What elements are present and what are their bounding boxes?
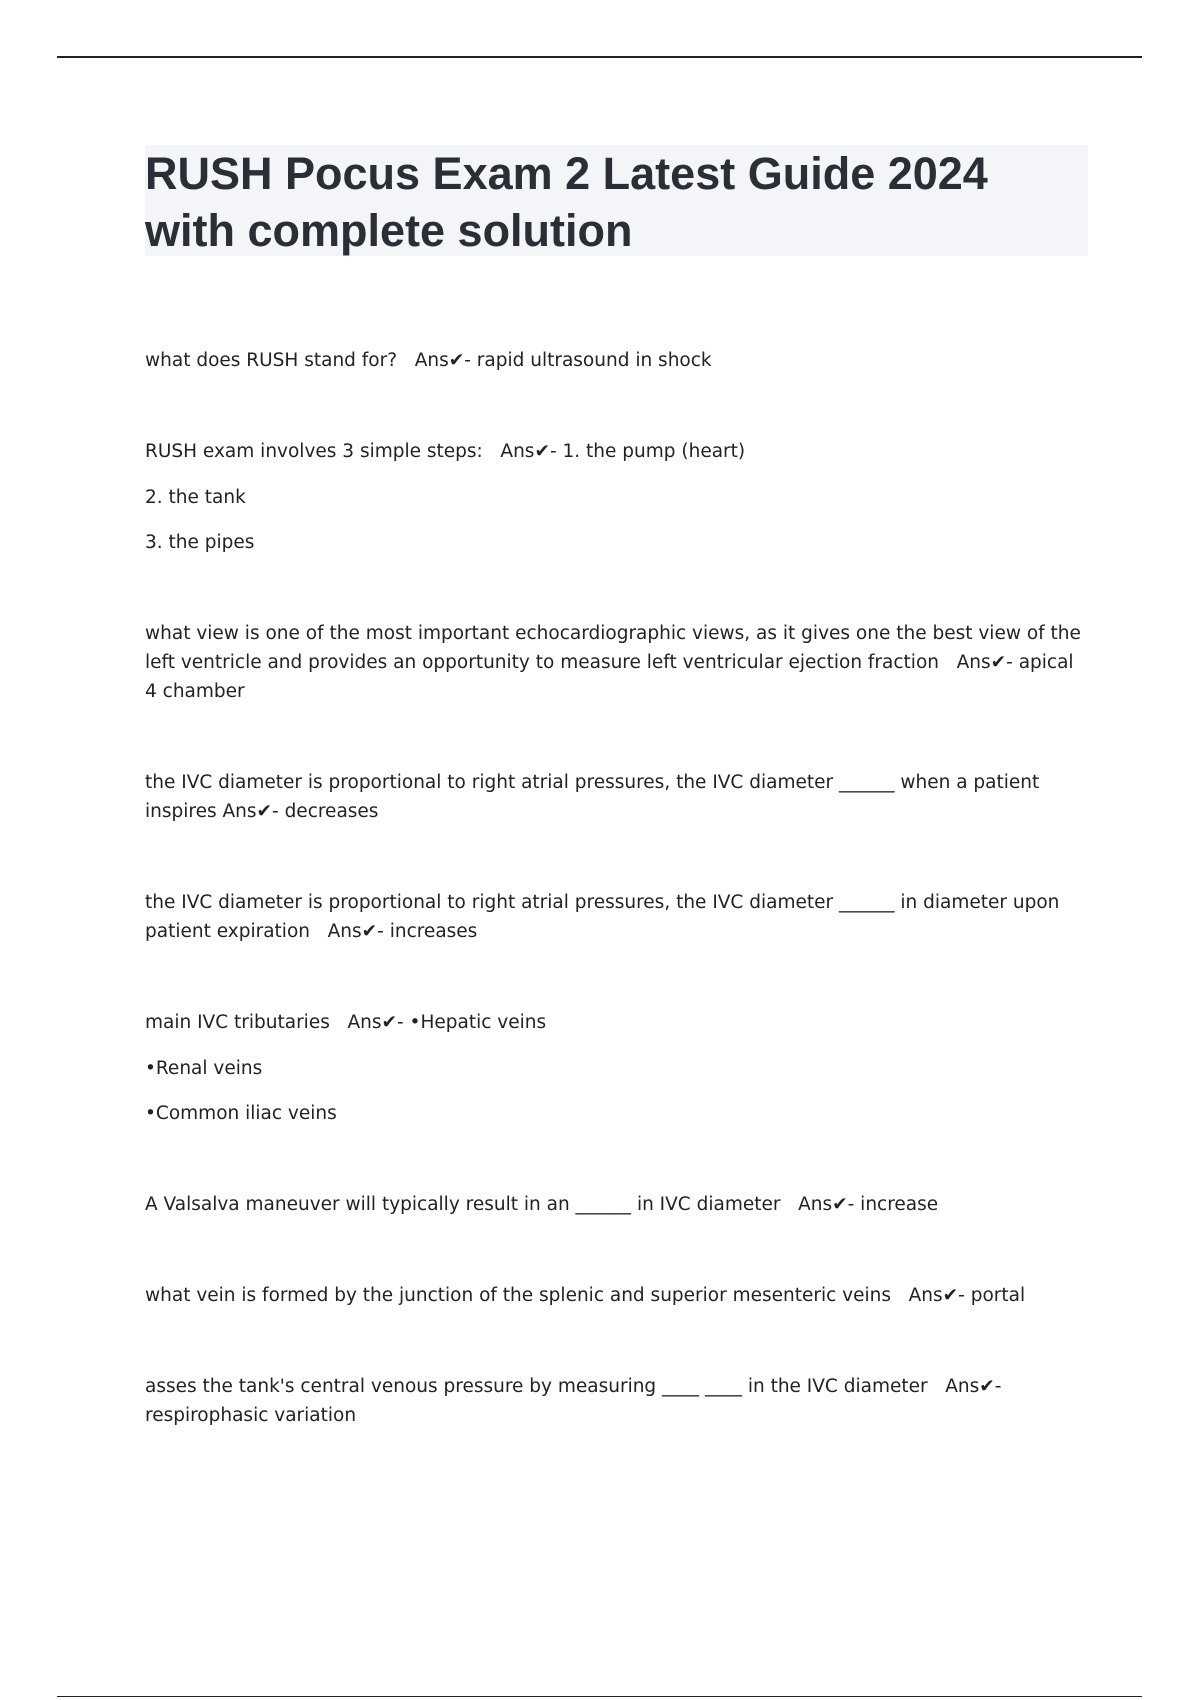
- header-rule: [57, 56, 1142, 58]
- qa-item-ivc-expiration: the IVC diameter is proportional to right atrial pressures, the IVC diameter ______ in diameter upon patient expiration Ans✔- increases: [145, 892, 1066, 942]
- qa-item-valsalva: A Valsalva maneuver will typically result in an ______ in IVC diameter Ans✔- increase: [145, 1194, 939, 1215]
- qa-item-ivc-tributaries: main IVC tributaries Ans✔- •Hepatic veins: [145, 1012, 547, 1033]
- qa-item-rush-steps-line-2: 2. the tank: [145, 487, 246, 508]
- qa-item-ivc-tributaries-line-2: •Renal veins: [145, 1058, 263, 1079]
- qa-item-rush-steps-line-3: 3. the pipes: [145, 532, 255, 553]
- qa-item-portal-vein: what vein is formed by the junction of the splenic and superior mesenteric veins Ans✔- portal: [145, 1285, 1026, 1306]
- qa-item-ivc-inspiration: the IVC diameter is proportional to right atrial pressures, the IVC diameter ______ when a patient inspires Ans✔- decreases: [145, 772, 1046, 822]
- qa-item-cvp: asses the tank's central venous pressure by measuring ____ ____ in the IVC diameter Ans✔- respirophasic variation: [145, 1376, 1008, 1426]
- qa-item-rush-steps: RUSH exam involves 3 simple steps: Ans✔- 1. the pump (heart): [145, 441, 746, 462]
- qa-item-apical-view: what view is one of the most important echocardiographic views, as it gives one the best view of the left ventricle and provides an opportunity to measure left ventricular ejection fraction Ans✔- apical 4 chamber: [145, 623, 1087, 702]
- qa-item-ivc-tributaries-line-3: •Common iliac veins: [145, 1103, 337, 1124]
- footer-rule: [57, 1696, 1142, 1697]
- document-title: RUSH Pocus Exam 2 Latest Guide 2024 with complete solution: [145, 148, 988, 256]
- qa-item-rush-meaning: what does RUSH stand for? Ans✔- rapid ultrasound in shock: [145, 350, 712, 371]
- title-banner: [145, 145, 1088, 256]
